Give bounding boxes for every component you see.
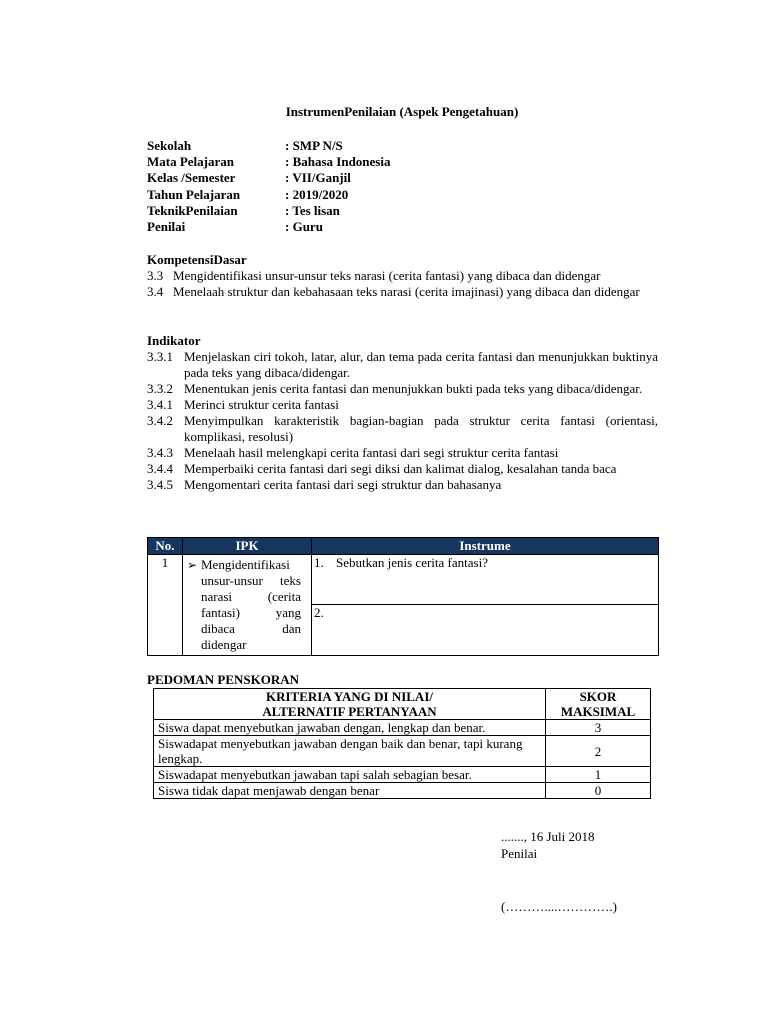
item-text: Mengomentari cerita fantasi dari segi struktur dan bahasanya <box>184 477 502 492</box>
list-item <box>147 477 658 493</box>
criteria-cell: Siswadapat menyebutkan jawaban tapi salah sebagian besar. <box>154 767 546 783</box>
signature-name-placeholder: (………....………….) <box>501 899 617 914</box>
identity-row-sekolah <box>147 138 390 154</box>
question-number: 1. <box>314 555 324 570</box>
signature-date: ......., 16 Juli 2018 <box>501 829 595 844</box>
criteria-cell: Siswa tidak dapat menjawab dengan benar <box>154 783 546 799</box>
ipk-cell <box>183 555 312 656</box>
score-cell: 2 <box>546 736 651 767</box>
identity-value: : VII/Ganjil <box>285 170 351 186</box>
item-number: 3.4.3 <box>147 445 173 460</box>
question-number: 2. <box>314 604 324 620</box>
indikator-heading: Indikator <box>147 333 201 348</box>
column-header-no: No. <box>148 538 183 555</box>
table-row <box>154 783 651 799</box>
identity-value: : SMP N/S <box>285 138 343 153</box>
identity-label: Penilai <box>147 218 186 234</box>
table-row <box>148 555 659 605</box>
item-number: 3.3.2 <box>147 381 173 396</box>
column-header-kriteria <box>154 689 546 720</box>
arrow-bullet-icon: ➢ <box>187 558 198 572</box>
table-row <box>154 736 651 767</box>
question-text: Sebutkan jenis cerita fantasi? <box>336 555 488 570</box>
identity-value: : Guru <box>285 218 323 234</box>
item-text: Menelaah hasil melengkapi cerita fantasi dari segi struktur cerita fantasi <box>184 445 559 460</box>
identity-label: Sekolah <box>147 138 192 153</box>
identity-block <box>147 138 390 235</box>
column-header-instrumen: Instrume <box>312 538 659 555</box>
column-header-ipk: IPK <box>183 538 312 555</box>
list-item <box>147 445 658 461</box>
item-text: Mengidentifikasi unsur-unsur teks narasi (cerita fantasi) yang dibaca dan didengar <box>173 268 601 283</box>
header-line: MAKSIMAL <box>560 704 636 719</box>
indikator-list <box>147 349 658 493</box>
signature-block <box>501 829 595 863</box>
ipk-line: unsur-unsur teks <box>201 573 301 588</box>
question-cell <box>312 604 659 655</box>
table-row <box>154 720 651 736</box>
table-header-row <box>154 689 651 720</box>
row-number: 1 <box>148 555 183 656</box>
ipk-line: narasi (cerita <box>201 589 301 604</box>
identity-row-tahun <box>147 187 390 203</box>
header-line: SKOR <box>579 689 617 704</box>
item-number: 3.3 <box>147 268 164 283</box>
item-number: 3.4.4 <box>147 461 173 476</box>
item-number: 3.3.1 <box>147 349 173 364</box>
item-text: Menyimpulkan karakteristik bagian-bagian pada struktur cerita fantasi (orientasi, komplikasi, resolusi) <box>184 413 658 444</box>
table-row <box>154 767 651 783</box>
score-cell: 0 <box>546 783 651 799</box>
item-number: 3.4 <box>147 284 164 299</box>
identity-value: : 2019/2020 <box>285 186 349 202</box>
item-text: Menjelaskan ciri tokoh, latar, alur, dan tema pada cerita fantasi dan menunjukkan buktinya pada teks yang dibaca/didengar. <box>184 349 658 380</box>
kompetensi-list <box>147 268 658 300</box>
signature-role: Penilai <box>501 846 538 861</box>
ipk-line: fantasi) yang <box>201 605 301 620</box>
item-text: Merinci struktur cerita fantasi <box>184 397 339 412</box>
score-cell: 1 <box>546 767 651 783</box>
item-text: Memperbaiki cerita fantasi dari segi diksi dan kalimat dialog, kesalahan tanda baca <box>184 461 617 476</box>
list-item <box>147 268 658 284</box>
list-item <box>147 349 658 381</box>
identity-value: : Tes lisan <box>285 202 340 218</box>
header-line: ALTERNATIF PERTANYAAN <box>262 704 437 719</box>
list-item <box>147 381 658 397</box>
identity-label: Tahun Pelajaran <box>147 186 241 202</box>
item-text: Menentukan jenis cerita fantasi dan menunjukkan bukti pada teks yang dibaca/didengar. <box>184 381 643 396</box>
question-cell <box>312 555 659 605</box>
pedoman-title: PEDOMAN PENSKORAN <box>147 672 300 687</box>
identity-row-mapel <box>147 154 390 170</box>
ipk-line: Mengidentifikasi <box>201 557 290 572</box>
scoring-table <box>153 688 651 799</box>
list-item <box>147 461 658 477</box>
ipk-line: dibaca dan <box>201 621 301 636</box>
item-number: 3.4.2 <box>147 413 173 428</box>
table-header-row <box>148 538 659 555</box>
document-title: InstrumenPenilaian (Aspek Pengetahuan) <box>285 104 519 119</box>
column-header-skor <box>546 689 651 720</box>
list-item <box>147 397 658 413</box>
identity-row-kelas <box>147 170 390 186</box>
identity-row-teknik <box>147 203 390 219</box>
item-text: Menelaah struktur dan kebahasaan teks narasi (cerita imajinasi) yang dibaca dan didengar <box>173 284 640 299</box>
list-item <box>147 284 658 300</box>
identity-label: Kelas /Semester <box>147 170 236 186</box>
ipk-line: didengar <box>201 637 247 652</box>
instrument-table <box>147 537 659 656</box>
score-cell: 3 <box>546 720 651 736</box>
list-item <box>147 413 658 445</box>
item-number: 3.4.5 <box>147 477 173 492</box>
item-number: 3.4.1 <box>147 397 173 412</box>
kompetensi-heading: KompetensiDasar <box>147 252 247 267</box>
ipk-text <box>201 557 301 653</box>
header-line: KRITERIA YANG DI NILAI/ <box>266 689 433 704</box>
criteria-cell: Siswadapat menyebutkan jawaban dengan baik dan benar, tapi kurang lengkap. <box>154 736 546 767</box>
identity-value: : Bahasa Indonesia <box>285 154 391 170</box>
criteria-cell: Siswa dapat menyebutkan jawaban dengan, lengkap dan benar. <box>154 720 546 736</box>
identity-label: Mata Pelajaran <box>147 154 235 170</box>
identity-label: TeknikPenilaian <box>147 202 238 218</box>
identity-row-penilai <box>147 219 390 235</box>
